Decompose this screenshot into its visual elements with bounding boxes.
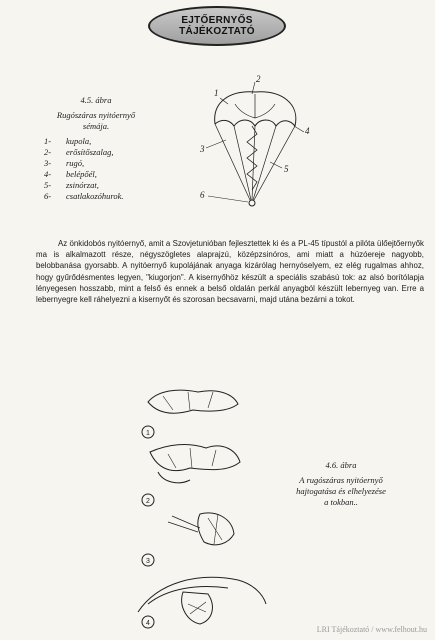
body-paragraph: Az önkidobós nyitóernyő, amit a Szovjetunióban fejlesztettek ki és a PL-45 típustól a pilóta ülőejtőernyők ma is alkalmazott része, négyszögletes alaprajzú, középzsinóros, ami miatt a húzóereje nagyobb, belobbanása gyorsabb. A nyitóernyő kupolájának anyaga kizárólag hernyóselyem, ez elég rugalmas ahhoz, hogy gyűrődésmentes legyen, "kiugorjon". A kisernyőhöz készült a speciális szabású tok: az alsó borítólapja lényegesen hosszabb, mint a felső és ennek a belső oldalán perkál anyagból készült lebernyeg van. Erre a lebernyegre kell ráhelyezni a kisernyőt és szorosan becsavarni, majd utána bezárni a tokot. [36, 239, 424, 305]
figure-4-6-caption [282, 460, 400, 508]
step-label: 3 [146, 558, 150, 565]
figure-4-6-caption-2: hajtogatása és elhelyezése [296, 486, 386, 496]
marker-1: 1 [214, 88, 219, 98]
marker-3: 3 [200, 144, 205, 154]
header-title-line2: TÁJÉKOZTATÓ [179, 26, 255, 37]
header-badge [148, 6, 286, 46]
figure-4-6-title: 4.6. ábra [325, 460, 357, 470]
figure-4-6-caption-3: a tokban.. [324, 497, 358, 507]
legend-item: 2- erősítőszalag, [44, 147, 114, 157]
figure-4-6-caption-1: A rugószáras nyitóernyő [299, 475, 383, 485]
legend-item: 6- csatlakozóhurok. [44, 191, 124, 201]
marker-2: 2 [256, 74, 261, 84]
header-title-line1: EJTŐERNYŐS [181, 15, 253, 26]
figure-4-5-subtitle-2: sémája. [82, 121, 110, 131]
footer-watermark: LRI Tájékoztató / www.felhout.hu [316, 625, 427, 634]
legend-item: 3- rugó, [44, 158, 85, 168]
legend-item: 1- kupola, [44, 136, 92, 146]
marker-5: 5 [284, 164, 289, 174]
marker-6: 6 [200, 190, 205, 200]
folding-steps-diagram [128, 382, 268, 637]
figure-4-5-title: 4.5. ábra [80, 95, 112, 105]
step-label: 1 [146, 430, 150, 437]
marker-4: 4 [305, 126, 310, 136]
legend-item: 4- belépőél, [44, 169, 97, 179]
figure-4-5-caption [36, 95, 156, 202]
legend-item: 5- zsinórzat, [44, 180, 99, 190]
figure-4-5-subtitle-1: Rugószáras nyitóernyő [56, 110, 136, 120]
step-label: 2 [146, 498, 150, 505]
figure-4-5-legend [36, 136, 156, 202]
pilot-chute-diagram [200, 74, 310, 212]
step-label: 4 [146, 620, 150, 627]
